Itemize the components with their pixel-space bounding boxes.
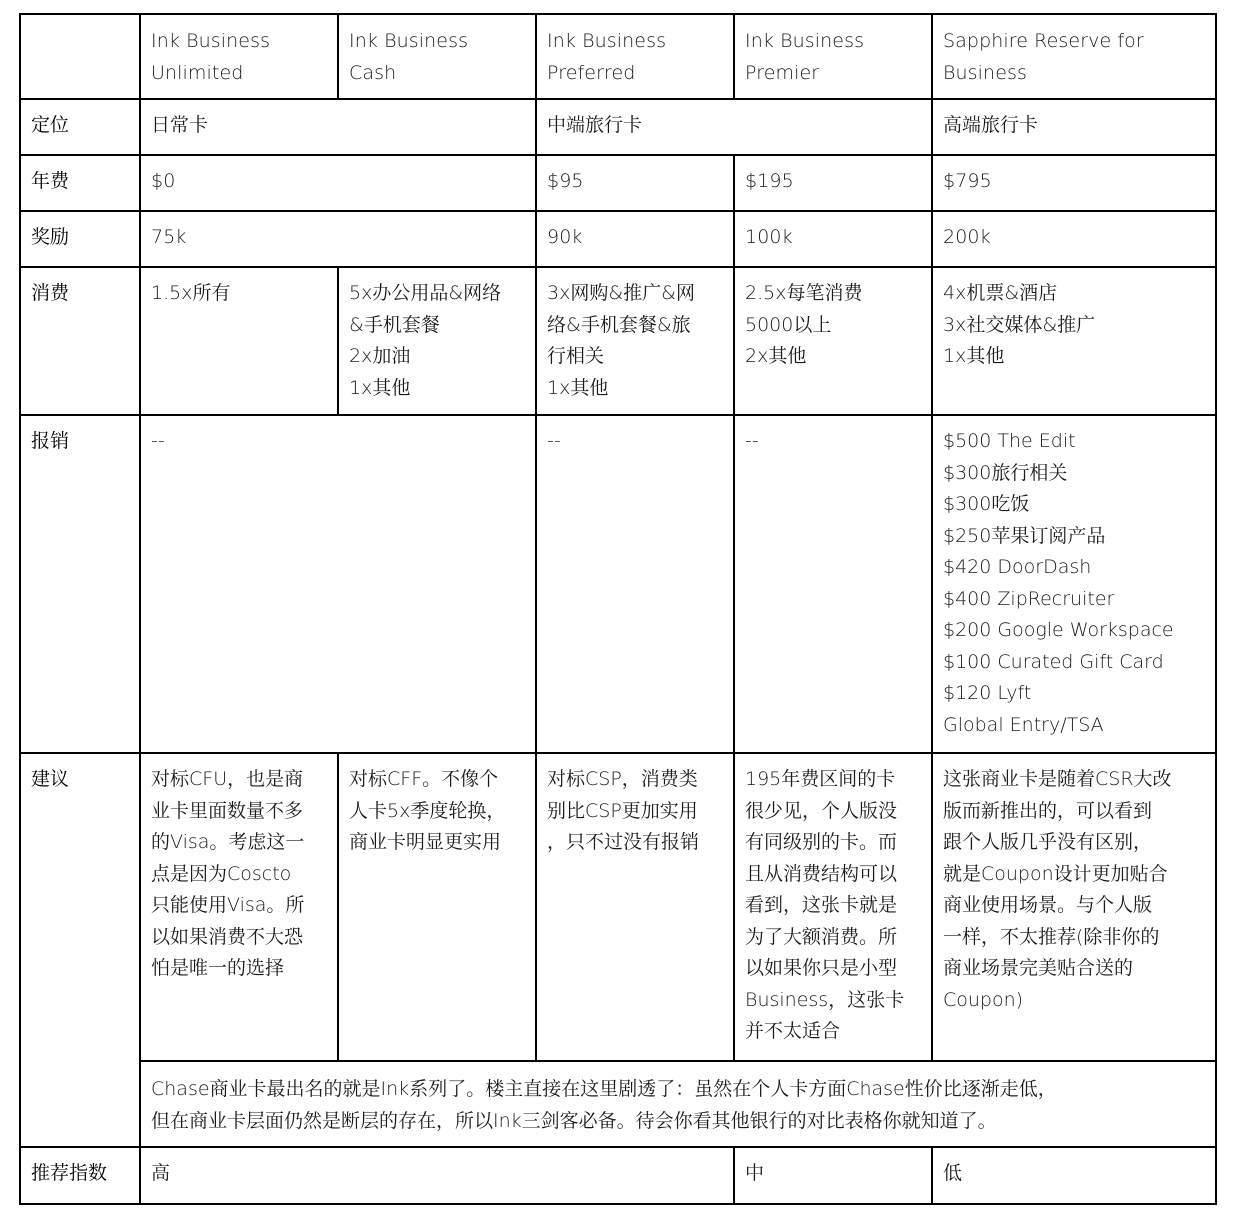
header-ink-business-cash: Ink Business Cash <box>338 14 536 99</box>
header-sapphire-reserve-business: Sapphire Reserve for Business <box>932 14 1216 99</box>
rating-row <box>20 1147 1216 1204</box>
header-ink-business-preferred: Ink Business Preferred <box>536 14 734 99</box>
header-ink-business-premier: Ink Business Premier <box>734 14 932 99</box>
credit-item: $300旅行相关 <box>943 461 1068 484</box>
credit-item: Global Entry/TSA <box>943 713 1104 736</box>
spending-row <box>20 267 1216 415</box>
advice-reserve: 这张商业卡是随着CSR大改 版而新推出的，可以看到 跟个人版几乎没有区别， 就是Coupon设计更加贴合 商业使用场景。与个人版 一样，不太推荐(除非你的 商业场景完美贴合送的 Coupon) <box>932 753 1216 1061</box>
spending-cash: 5x办公用品&网络 &手机套餐 2x加油 1x其他 <box>338 267 536 415</box>
positioning-row <box>20 99 1216 155</box>
row-label-bonus: 奖励 <box>20 211 140 267</box>
annual-fee-row <box>20 155 1216 211</box>
bonus-premier: 100k <box>734 211 932 267</box>
annual-fee-premier: $195 <box>734 155 932 211</box>
rating-reserve: 低 <box>932 1147 1216 1204</box>
spending-preferred: 3x网购&推广&网 络&手机套餐&旅 行相关 1x其他 <box>536 267 734 415</box>
header-row <box>20 14 1216 99</box>
advice-cash: 对标CFF。不像个 人卡5x季度轮换， 商业卡明显更实用 <box>338 753 536 1061</box>
credits-row <box>20 415 1216 753</box>
advice-preferred: 对标CSP，消费类 别比CSP更加实用 ，只不过没有报销 <box>536 753 734 1061</box>
advice-summary: Chase商业卡最出名的就是Ink系列了。楼主直接在这里剧透了：虽然在个人卡方面Chase性价比逐渐走低， 但在商业卡层面仍然是断层的存在，所以Ink三剑客必备。待会你看其他银行的对比表格你就知道了。 <box>140 1061 1216 1147</box>
credits-premier: -- <box>734 415 932 753</box>
credit-item: $120 Lyft <box>943 682 1032 704</box>
credit-item: $500 The Edit <box>943 430 1076 452</box>
rating-premier: 中 <box>734 1147 932 1204</box>
row-label-rating: 推荐指数 <box>20 1147 140 1204</box>
advice-premier: 195年费区间的卡 很少见，个人版没 有同级别的卡。而 且从消费结构可以 看到，这张卡就是 为了大额消费。所 以如果你只是小型 Business，这张卡 并不太适合 <box>734 753 932 1061</box>
annual-fee-preferred: $95 <box>536 155 734 211</box>
row-label-annual-fee: 年费 <box>20 155 140 211</box>
advice-summary-row <box>20 1061 1216 1147</box>
row-label-spending: 消费 <box>20 267 140 415</box>
positioning-high-travel-card: 高端旅行卡 <box>932 99 1216 155</box>
spending-reserve: 4x机票&酒店 3x社交媒体&推广 1x其他 <box>932 267 1216 415</box>
spending-premier: 2.5x每笔消费 5000以上 2x其他 <box>734 267 932 415</box>
bonus-preferred: 90k <box>536 211 734 267</box>
advice-unlimited: 对标CFU，也是商 业卡里面数量不多 的Visa。考虑这一 点是因为Coscto 只能使用Visa。所 以如果消费不大恐 怕是唯一的选择 <box>140 753 338 1061</box>
credits-reserve <box>932 415 1216 753</box>
advice-row <box>20 753 1216 1061</box>
credits-unlimited-cash: -- <box>140 415 536 753</box>
row-label-advice: 建议 <box>20 753 140 1147</box>
credits-preferred: -- <box>536 415 734 753</box>
credit-card-comparison-table <box>19 13 1217 1205</box>
header-ink-business-unlimited: Ink Business Unlimited <box>140 14 338 99</box>
credit-item: $420 DoorDash <box>943 556 1092 578</box>
credit-item: $400 ZipRecruiter <box>943 587 1115 610</box>
bonus-unlimited-cash: 75k <box>140 211 536 267</box>
credit-item: $300吃饭 <box>943 493 1030 515</box>
bonus-reserve: 200k <box>932 211 1216 267</box>
spending-unlimited: 1.5x所有 <box>140 267 338 415</box>
credit-item: $250苹果订阅产品 <box>943 524 1106 547</box>
bonus-row <box>20 211 1216 267</box>
rating-ink-trio: 高 <box>140 1147 734 1204</box>
credit-item: $100 Curated Gift Card <box>943 650 1164 673</box>
credit-item: $200 Google Workspace <box>943 619 1174 641</box>
header-corner-cell <box>20 14 140 99</box>
annual-fee-unlimited-cash: $0 <box>140 155 536 211</box>
positioning-mid-travel-card: 中端旅行卡 <box>536 99 932 155</box>
annual-fee-reserve: $795 <box>932 155 1216 211</box>
row-label-credits: 报销 <box>20 415 140 753</box>
row-label-positioning: 定位 <box>20 99 140 155</box>
positioning-daily-card: 日常卡 <box>140 99 536 155</box>
